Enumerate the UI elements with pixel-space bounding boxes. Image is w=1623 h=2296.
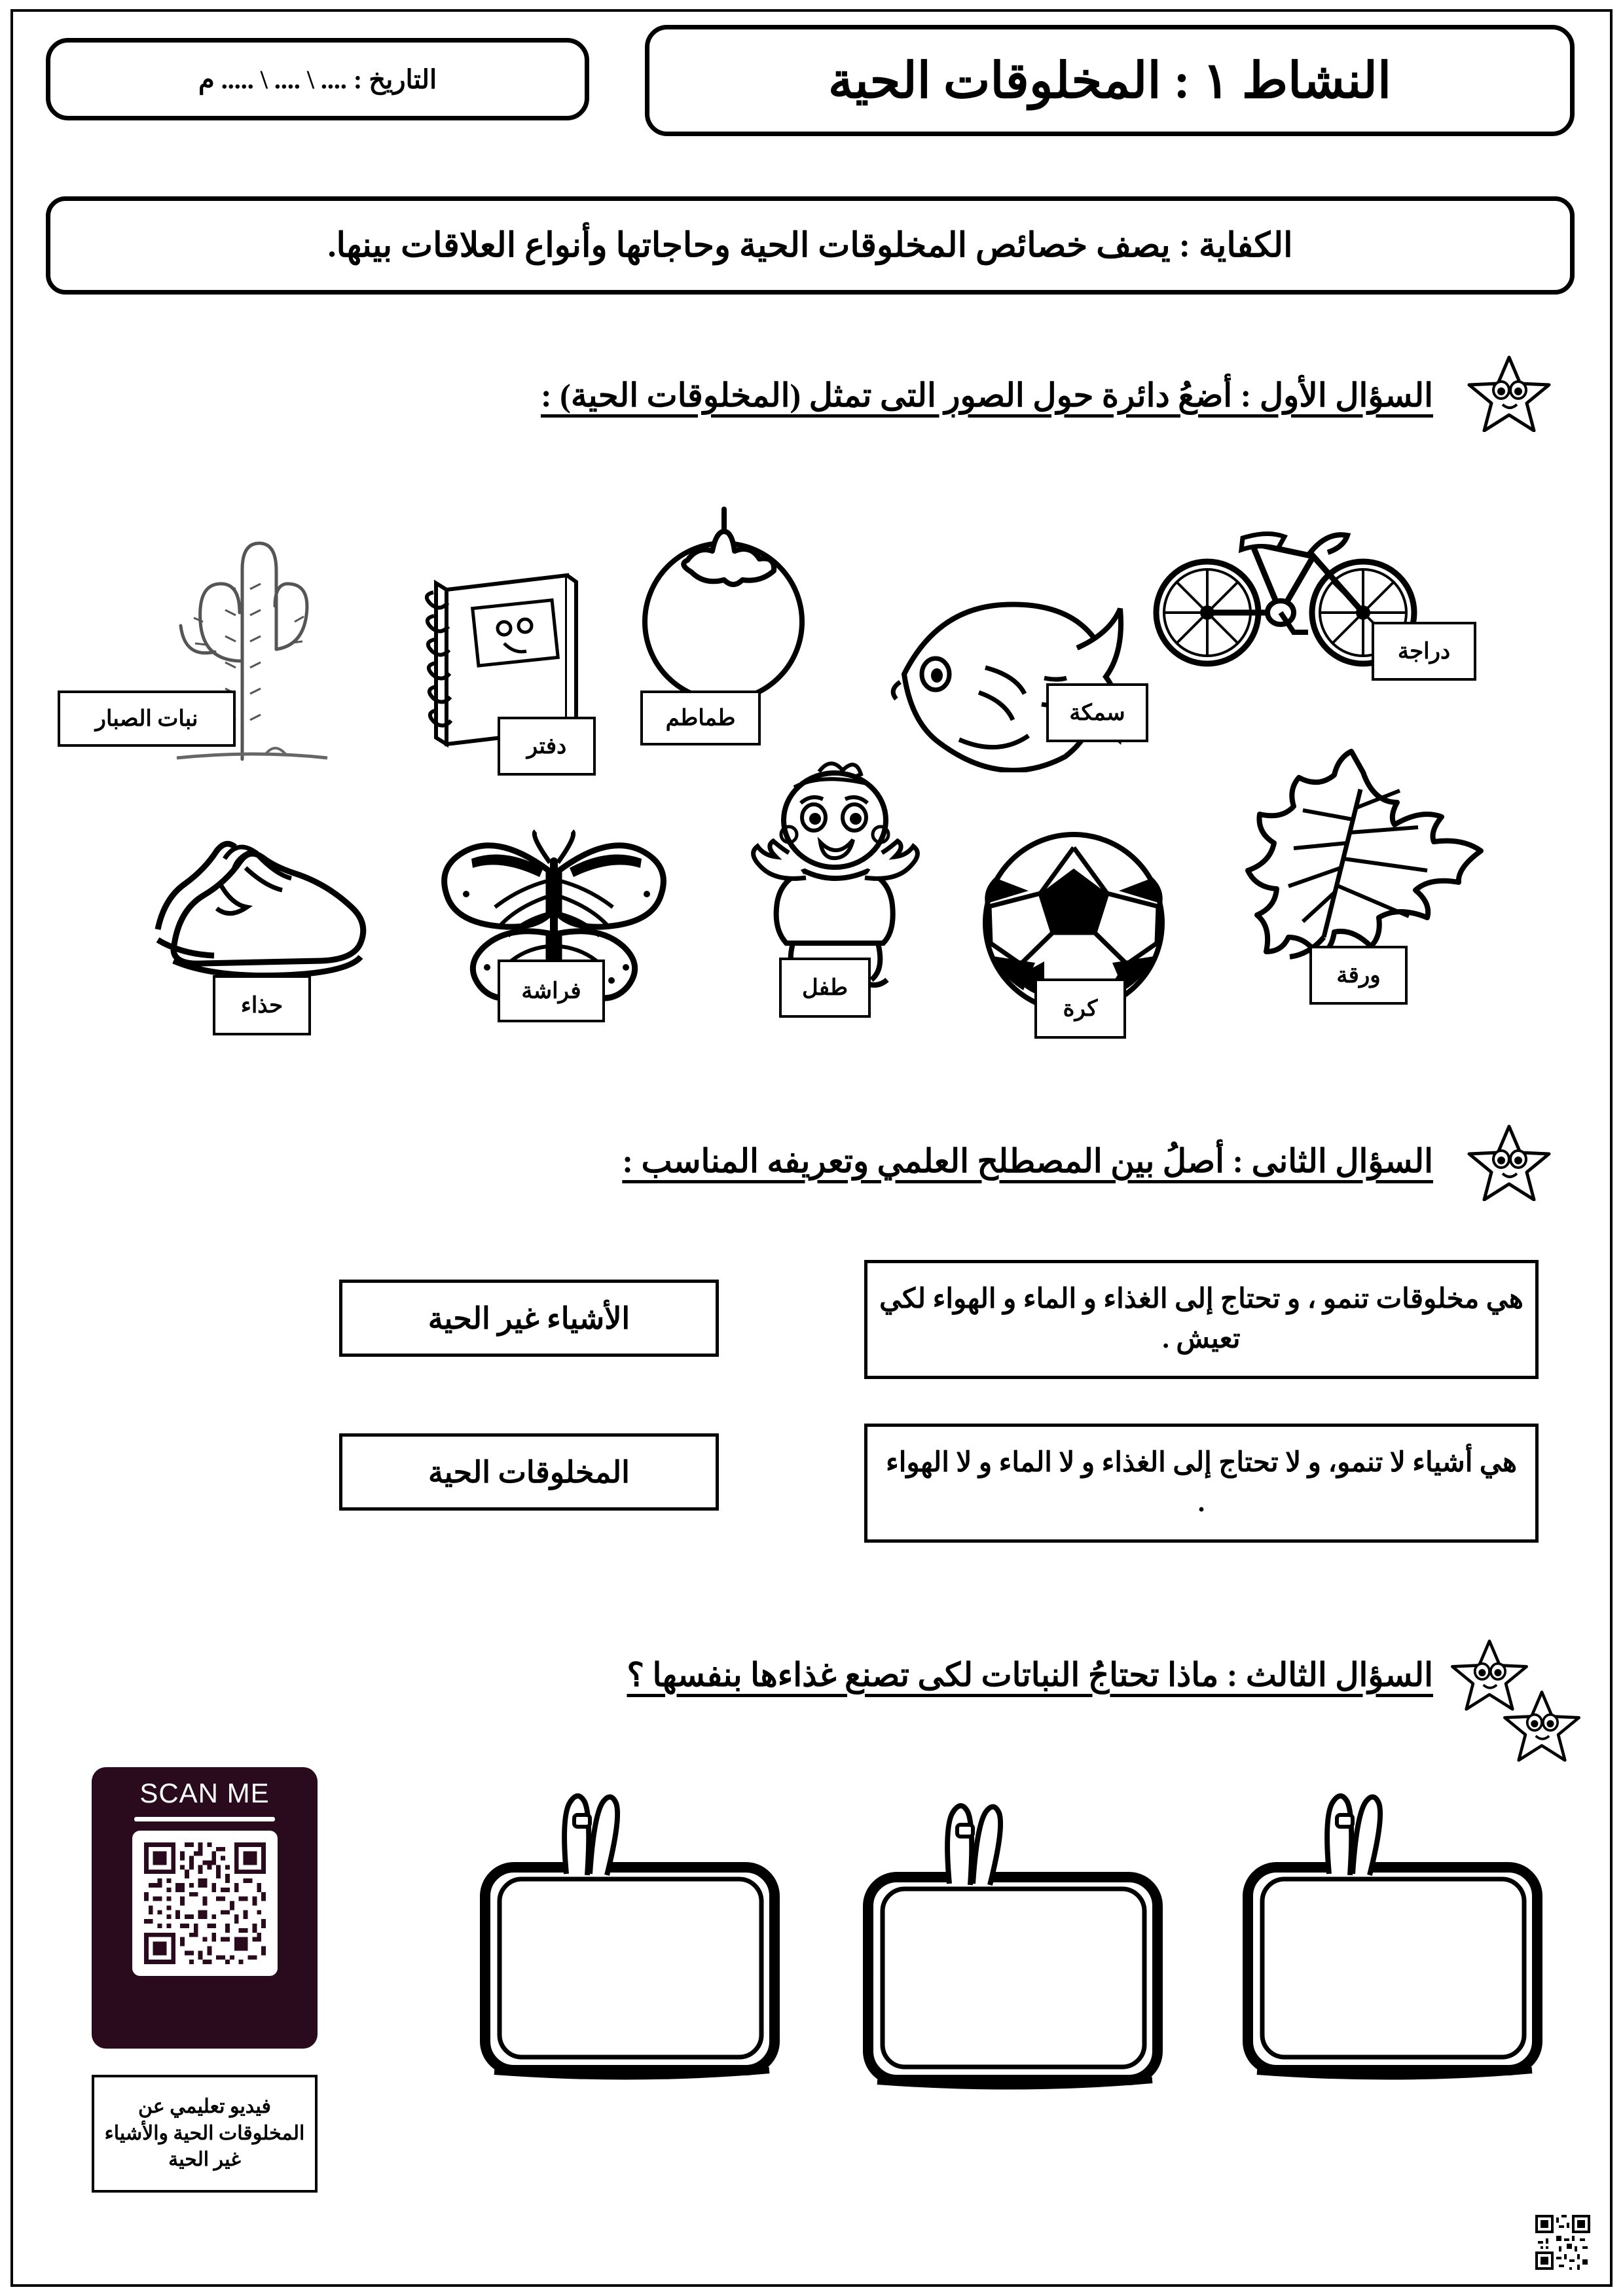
qr-code-small-icon [1535, 2215, 1590, 2270]
competency-box [46, 196, 1575, 295]
page-title: النشاط ١ : المخلوقات الحية [828, 54, 1392, 109]
divider [134, 1817, 275, 1821]
picture-label-notebook: دفتر [498, 717, 596, 776]
picture-label-ball: كرة [1034, 978, 1126, 1039]
question-2-heading: السؤال الثانى : أصلُ بين المصطلح العلمي وتعريفه المناسب : [622, 1143, 1433, 1179]
question-1-heading: السؤال الأول : أضعُ دائرة حول الصور التى تمثل (المخلوقات الحية) : [541, 377, 1433, 414]
picture-fish[interactable] [881, 576, 1142, 772]
picture-label-tomato: طماطم [640, 691, 761, 745]
date-field-box[interactable] [46, 38, 589, 120]
qr-caption: فيديو تعليمي عن المخلوقات الحية والأشياء غير الحية [92, 2075, 318, 2193]
answer-tag-2[interactable] [851, 1800, 1178, 2094]
picture-label-cactus: نبات الصبار [58, 691, 236, 747]
term-box-nonliving[interactable]: الأشياء غير الحية [339, 1280, 719, 1357]
term-box-living[interactable]: المخلوقات الحية [339, 1433, 719, 1511]
definition-box-living[interactable]: هي مخلوقات تنمو ، و تحتاج إلى الغذاء و الماء و الهواء لكي تعيش . [864, 1260, 1539, 1379]
picture-tomato[interactable] [615, 497, 831, 713]
picture-label-shoe: حذاء [213, 975, 311, 1035]
activity-title-box [645, 25, 1575, 136]
qr-code-icon[interactable] [132, 1831, 278, 1976]
picture-label-butterfly: فراشة [498, 960, 605, 1022]
answer-tag-3[interactable] [1231, 1790, 1558, 2085]
picture-label-leaf: ورقة [1309, 946, 1408, 1005]
answer-tag-1[interactable] [468, 1790, 795, 2085]
star-icon [1463, 353, 1555, 432]
star-icon [1499, 1687, 1584, 1763]
competency-text: الكفاية : يصف خصائص المخلوقات الحية وحاجاتها وأنواع العلاقات بينها. [327, 227, 1293, 264]
definition-box-nonliving[interactable]: هي أشياء لا تنمو، و لا تحتاج إلى الغذاء و لا الماء و لا الهواء . [864, 1424, 1539, 1543]
date-field-label: التاريخ : .... \ .... \ ..... م [198, 64, 437, 94]
star-icon [1463, 1122, 1555, 1201]
picture-label-bicycle: دراجة [1372, 622, 1476, 681]
picture-label-baby: طفل [779, 958, 871, 1018]
qr-scan-card[interactable] [92, 1767, 318, 2049]
picture-leaf[interactable] [1231, 746, 1493, 962]
picture-label-fish: سمكة [1046, 683, 1148, 742]
scan-me-label: SCAN ME [139, 1778, 270, 1808]
question-3-heading: السؤال الثالث : ماذا تحتاجُ النباتات لكى تصنع غذاءها بنفسها ؟ [627, 1657, 1433, 1693]
picture-shoe[interactable] [141, 812, 403, 995]
